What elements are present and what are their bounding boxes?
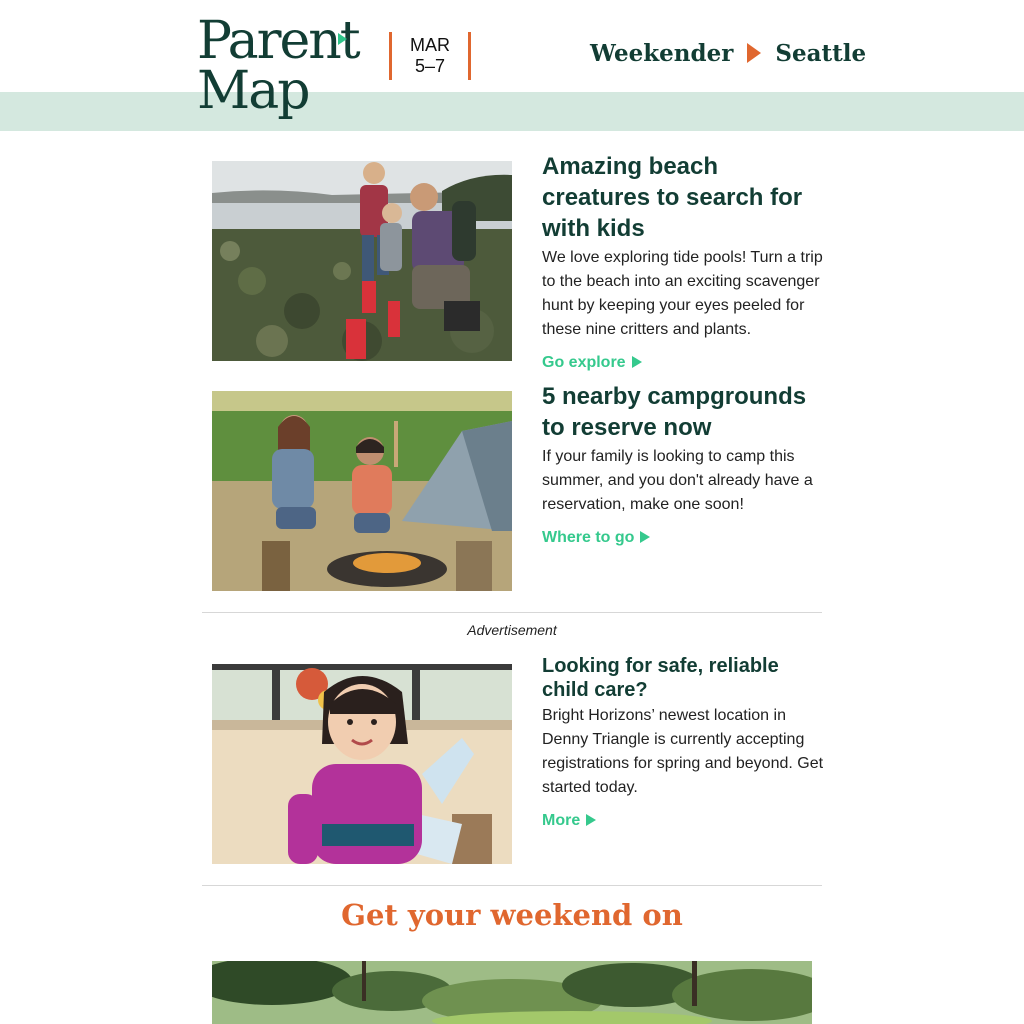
logo-word-parent: Parent <box>197 11 359 71</box>
parentmap-logo[interactable] <box>197 11 359 122</box>
beach-family-photo[interactable] <box>212 161 512 361</box>
ad-title[interactable]: Looking for safe, reliable child care? <box>542 655 779 701</box>
campfire-kids-photo[interactable] <box>212 391 512 591</box>
article-text <box>542 381 826 547</box>
article-title[interactable]: 5 nearby campgrounds to reserve now <box>542 383 807 441</box>
issue-month: MAR <box>410 35 450 55</box>
newsletter-title <box>590 40 867 70</box>
play-arrow-icon <box>747 43 761 63</box>
ad-summary: Bright Horizons’ newest location in Denny Triangle is currently accepting registrations for spring and beyond. Get started today. <box>542 707 824 796</box>
weekend-section-title: Get your weekend on <box>341 898 683 932</box>
advertisement-label: Advertisement <box>467 622 557 638</box>
cta-label: Go explore <box>542 354 626 371</box>
go-explore-link[interactable] <box>542 354 642 372</box>
child-care-ad-photo[interactable] <box>212 664 512 864</box>
garden-photo[interactable] <box>212 961 812 1024</box>
section-divider <box>202 612 822 613</box>
section-divider <box>202 885 822 886</box>
series-name: Weekender <box>590 40 734 67</box>
issue-date <box>389 32 471 80</box>
play-arrow-icon <box>632 356 642 368</box>
play-arrow-icon <box>586 814 596 826</box>
logo-play-icon <box>338 33 347 45</box>
article-title[interactable]: Amazing beach creatures to search for with kids <box>542 153 803 242</box>
more-link[interactable] <box>542 812 596 830</box>
article-summary: We love exploring tide pools! Turn a trip to the beach into an exciting scavenger hunt by keeping your eyes peeled for these nine critters and plants. <box>542 249 823 338</box>
issue-days: 5–7 <box>414 56 446 76</box>
article-summary: If your family is looking to camp this summer, and you don't already have a reservation, make one soon! <box>542 448 813 513</box>
article-text <box>542 151 826 372</box>
city-name: Seattle <box>775 40 867 67</box>
header-band <box>0 92 1024 131</box>
newsletter-header <box>0 0 1024 92</box>
cta-label: Where to go <box>542 529 635 546</box>
ad-text <box>542 654 826 830</box>
where-to-go-link[interactable] <box>542 529 650 547</box>
cta-label: More <box>542 812 581 829</box>
play-arrow-icon <box>640 531 650 543</box>
logo-word-map: Map <box>197 61 309 121</box>
